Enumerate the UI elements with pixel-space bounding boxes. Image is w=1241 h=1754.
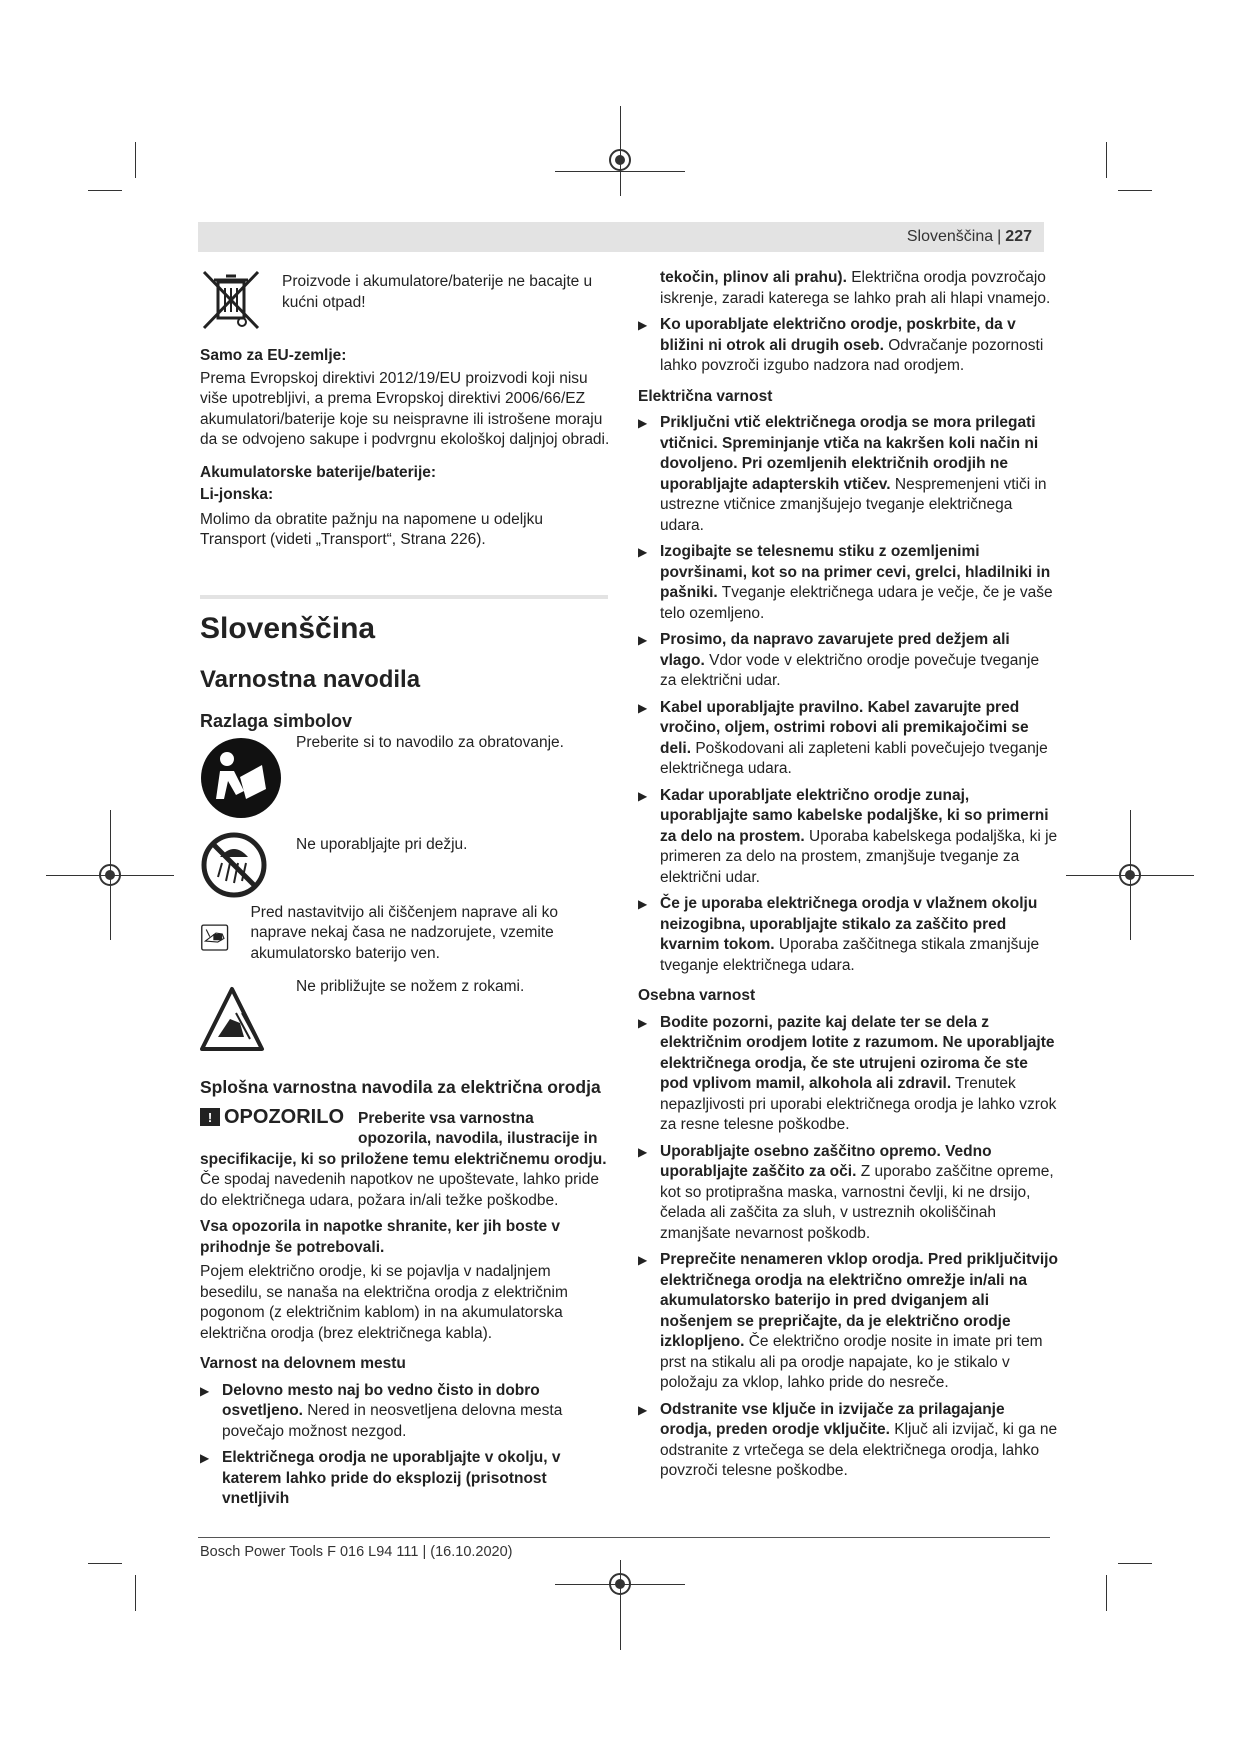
footer-divider: [198, 1537, 1050, 1538]
symbol-text: Ne uporabljajte pri dežju.: [296, 835, 468, 853]
warning-text: Če spodaj navedenih napotkov ne upoštevate, lahko pride do električnega udara, požara in/ali težke poškodbe.: [200, 1171, 599, 1209]
page-header: [198, 222, 1044, 252]
bullet-arrow-icon: ▶: [200, 1451, 210, 1465]
registration-mark: [99, 864, 121, 886]
list-item: ▶ Ko uporabljate električno orodje, poskrbite, da v bližini ni otrok ali drugih oseb. Odvračanje pozornosti lahko povzroči izgubo nadzora nad orodjem.: [638, 315, 1058, 377]
list-item: ▶ Izogibajte se telesnemu stiku z ozemljenimi površinami, kot so na primer cevi, grelci, hladilniki in pašniki. Tveganje električnega udara je večje, če je vaše telo ozemljeno.: [638, 542, 1058, 624]
header-separator: |: [997, 228, 1002, 245]
personal-list: [638, 1013, 1058, 1482]
bullet-arrow-icon: ▶: [638, 633, 648, 647]
crop-mark: [1118, 1563, 1152, 1564]
symbol-row: [200, 827, 610, 905]
personal-heading: Osebna varnost: [638, 987, 756, 1004]
bullet-arrow-icon: ▶: [638, 788, 648, 803]
bullet-arrow-icon: ▶: [638, 1253, 648, 1267]
list-item: ▶ Če je uporaba električnega orodja v vlažnem okolju neizogibna, uporabljajte stikalo za zaščito pred kvarnim tokom. Uporaba zaščitnega stikala zmanjšuje tveganje električnega udara.: [638, 894, 1058, 976]
language-title: Slovenščina: [200, 611, 376, 645]
symbol-text: Ne približujte se nožem z rokami.: [296, 977, 525, 995]
list-item: ▶ Električnega orodja ne uporabljajte v okolju, v katerem lahko pride do eksplozij (prisotnost vnetljivih: [200, 1448, 610, 1510]
electrical-heading: Električna varnost: [638, 387, 773, 405]
blade-warning-icon: [200, 983, 282, 1059]
crop-mark: [135, 142, 136, 178]
safety-title: Varnostna navodila: [200, 665, 421, 693]
crop-mark: [1106, 1575, 1107, 1611]
right-column: [638, 268, 1058, 1482]
liion-text: Molimo da obratite pažnju na napomene u odeljku Transport (videti „Transport“, Strana 226).: [200, 510, 543, 548]
list-item: ▶ Kadar uporabljate električno orodje zunaj, uporabljajte samo kabelske podaljške, ki so primerni za delo na prostem. Uporaba kabelskega podaljška, ki je primeren za delo na prostem, zmanjšuje tveganje za električni udar.: [638, 786, 1058, 889]
symbol-row: [200, 977, 610, 1069]
electrical-list: [638, 413, 1058, 976]
crop-mark: [135, 1575, 136, 1611]
list-item: ▶ Odstranite vse ključe in izvijače za prilagajanje orodja, preden orodje vključite. Ključ ali izvijač, ki ga ne odstranite z vrtečega se dela električnega orodja, lahko povzroči telesne poškodbe.: [638, 1400, 1058, 1482]
registration-mark: [609, 1573, 631, 1595]
eu-text: Prema Evropskoj direktivi 2012/19/EU proizvodi koji nisu više upotrebljivi, a prema Evropskoj direktivi 2006/66/EZ akumulatori/baterije koje su neispravne ili istrošene moraju da se odvojeno sakupe i podvrgnu ekološkoj daljnjoj obradi.: [200, 369, 610, 448]
registration-mark: [609, 149, 631, 171]
symbol-row: [200, 733, 610, 827]
keep-heading: Vsa opozorila in napotke shranite, ker jih boste v prihodnje še potrebovali.: [200, 1218, 561, 1256]
bullet-arrow-icon: ▶: [638, 318, 648, 332]
list-item: ▶ Prosimo, da napravo zavarujete pred dežjem ali vlago. Vdor vode v električno orodje povečuje tveganje za električni udar.: [638, 630, 1058, 692]
bullet-arrow-icon: ▶: [200, 1383, 210, 1398]
symbol-row: [200, 905, 610, 983]
warning-bold-text-cont: specifikacije, ki so priložene temu električnemu orodju.: [200, 1150, 607, 1168]
page-footer: Bosch Power Tools F 016 L94 111 | (16.10.2020): [200, 1544, 513, 1560]
list-item: ▶ Kabel uporabljajte pravilno. Kabel zavarujte pred vročino, oljem, ostrimi robovi ali premikajočimi se deli. Poškodovani ali zapleteni kabli povečujejo tveganje električnega udara.: [638, 698, 1058, 780]
registration-mark: [1119, 864, 1141, 886]
section-divider: [200, 595, 608, 599]
left-column: [200, 268, 610, 1510]
header-language: Slovenščina: [906, 228, 994, 245]
bullet-arrow-icon: ▶: [638, 416, 648, 430]
remove-battery-icon: [200, 905, 236, 971]
warning-triangle-icon: !: [200, 1108, 220, 1126]
list-item: ▶ Delovno mesto naj bo vedno čisto in dobro osvetljeno. Nered in neosvetljena delovna mesta povečajo možnost nezgod.: [200, 1381, 610, 1443]
list-item: ▶ Preprečite nenameren vklop orodja. Pred priključitvijo električnega orodja na električno omrežje in/ali na akumulatorsko baterijo in pred dviganjem ali nošenjem se prepričajte, da je električno orodje izklopljeno. Če električno orodje nosite in imate pri tem prst na stikalu ali pa orodje napajate, ko je stikalo v položaju za vklop, lahko pride do nesreče.: [638, 1250, 1058, 1394]
warning-bold-text: Preberite vsa varnostna opozorila, navodila, ilustracije in: [358, 1109, 598, 1147]
bullet-arrow-icon: ▶: [638, 897, 648, 911]
bullet-arrow-icon: ▶: [638, 1402, 648, 1417]
list-item: ▶ Priključni vtič električnega orodja se mora prilegati vtičnici. Spreminjanje vtiča na kakršen koli način ni dovoljeno. Pri ozemljenih električnih orodjih ne uporabljajte adapterskih vtičev. Nespremenjeni vtiči in ustrezne vtičnice zmanjšujejo tveganje električnega udara.: [638, 413, 1058, 536]
symbol-text: Preberite si to navodilo za obratovanje.: [296, 733, 564, 751]
bullet-arrow-icon: ▶: [638, 1015, 648, 1030]
crop-mark: [1118, 190, 1152, 191]
keep-text: Pojem električno orodje, ki se pojavlja v nadaljnjem besedilu, se nanaša na električna orodja z električnim pogonom (z električnim kablom) in na akumulatorska električna orodja (brez električnega kabla).: [200, 1263, 568, 1342]
list-item: ▶ Uporabljajte osebno zaščitno opremo. Vedno uporabljajte zaščito za oči. Z uporabo zaščitne opreme, kot so protiprašna maska, varnostni čevlji, ki ne drsijo, čelada ali zaščita za sluh, v ustreznih okoliščinah zmanjšate nevarnost poškodb.: [638, 1142, 1058, 1245]
workplace-heading: Varnost na delovnem mestu: [200, 1355, 406, 1372]
no-rain-icon: [200, 827, 282, 899]
bullet-arrow-icon: ▶: [638, 700, 648, 715]
disposal-notice: [200, 268, 610, 332]
page-number: 227: [1005, 228, 1032, 245]
read-manual-icon: [200, 737, 282, 819]
list-item: ▶ Bodite pozorni, pazite kaj delate ter se dela z električnim orodjem lotite z razumom. Ne uporabljajte električnega orodja, če ste utrujeni oziroma če ste pod vplivom mamil, alkohola ali zdravil. Trenutek nepazljivosti pri uporabi električnega orodja je lahko vzrok za resne telesne poškodbe.: [638, 1013, 1058, 1136]
crop-mark: [88, 1563, 122, 1564]
crop-mark: [88, 190, 122, 191]
general-safety-title: Splošna varnostna navodila za električna orodja: [200, 1076, 601, 1097]
symbols-title: Razlaga simbolov: [200, 710, 353, 731]
warning-block: [200, 1107, 610, 1150]
continued-item: tekočin, plinov ali prahu). Električna orodja povzročajo iskrenje, zaradi katerega se lahko prah ali hlapi vnamejo.: [660, 269, 1051, 307]
crop-mark: [555, 171, 685, 172]
bullet-arrow-icon: ▶: [638, 1144, 648, 1159]
warning-label: ! OPOZORILO: [200, 1107, 344, 1128]
crop-mark: [1106, 142, 1107, 178]
crossed-bin-icon: [200, 268, 262, 332]
bullet-arrow-icon: ▶: [638, 545, 648, 559]
symbol-text: Pred nastavitvijo ali čiščenjem naprave ali ko naprave nekaj časa ne nadzorujete, vzemite akumulatorsko baterijo ven.: [250, 903, 559, 962]
disposal-text: Proizvode i akumulatore/baterije ne bacajte u kućni otpad!: [282, 273, 593, 311]
battery-heading: Akumulatorske baterije/baterije:: [200, 463, 437, 481]
liion-heading: Li-jonska:: [200, 486, 274, 503]
eu-heading: Samo za EU-zemlje:: [200, 347, 347, 364]
